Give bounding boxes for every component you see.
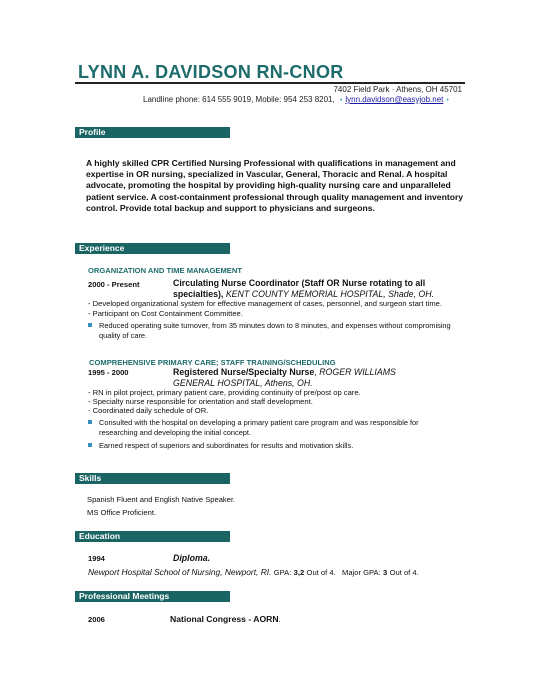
section-header-profile: Profile: [75, 127, 230, 138]
job-duty: - Coordinated daily schedule of OR.: [88, 406, 209, 415]
job-duty: - Participant on Cost Containment Committee.: [88, 309, 243, 318]
education-year: 1994: [88, 554, 105, 563]
email-link[interactable]: lynn.davidson@easyjob.net: [345, 95, 444, 104]
address-line: 7402 Field Park · Athens, OH 45701: [333, 85, 462, 94]
experience-area-1: ORGANIZATION AND TIME MANAGEMENT: [88, 266, 242, 275]
job-title-block-2: Registered Nurse/Specialty Nurse, ROGER WILLIAMS GENERAL HOSPITAL, Athens, OH.: [173, 367, 396, 388]
bullet-square-icon: [88, 323, 92, 327]
achievement-item: [88, 418, 458, 437]
education-details: [88, 567, 419, 577]
achievement-text: Reduced operating suite turnover, from 35 minutes down to 8 minutes, and expenses without compromising quality of care.: [99, 321, 451, 340]
achievement-item: [88, 321, 458, 340]
separator-dot-icon: •: [339, 97, 343, 104]
meeting-year: 2006: [88, 615, 105, 624]
job-duty: - Developed organizational system for effective management of cases, personnel, and surgeon start time.: [88, 299, 443, 308]
gpa-label: GPA:: [273, 568, 292, 577]
achievement-text: Earned respect of superiors and subordinates for results and motivation skills.: [99, 441, 354, 450]
achievement-text: Consulted with the hospital on developing a primary patient care program and was responsible for researching and developing the initial concept.: [99, 418, 419, 437]
gpa-value: 3,2: [293, 568, 305, 577]
major-gpa-value: 3: [383, 568, 388, 577]
bullet-square-icon: [88, 420, 92, 424]
meeting-suffix: .: [278, 614, 281, 624]
header-divider: [75, 82, 465, 84]
job-title-block-1: Circulating Nurse Coordinator (Staff OR Nurse rotating to all specialties), KENT COUNTY MEMORIAL HOSPITAL, Shade, OH.: [173, 278, 435, 299]
skill-item: MS Office Proficient.: [87, 508, 157, 517]
section-header-skills: Skills: [75, 473, 230, 484]
section-header-experience: Experience: [75, 243, 230, 254]
profile-summary: A highly skilled CPR Certified Nursing Professional with qualifications in management and expertise in OR nursing, specialized in Vascular, General, Thoracic and Renal. A hospital advocate, promoting the hospital by providing high-quality nursing care and unparalleled patient service. A cost-containment professional through quality management and inventory control. Provide total backup and support to physicians and surgeons.: [86, 158, 464, 213]
education-school: Newport Hospital School of Nursing, Newport, RI.: [88, 567, 272, 577]
meeting-entry: [170, 614, 281, 624]
education-degree: Diploma.: [173, 553, 211, 563]
job-dates-1: 2000 - Present: [88, 280, 140, 289]
job-employer-1: KENT COUNTY MEMORIAL HOSPITAL, Shade, OH.: [225, 288, 435, 299]
resume-name: LYNN A. DAVIDSON RN-CNOR: [78, 62, 344, 82]
experience-area-2: COMPREHENSIVE PRIMARY CARE; STAFF TRAINING/SCHEDULING: [89, 358, 336, 367]
skill-item: Spanish Fluent and English Native Speaker.: [87, 495, 236, 504]
section-header-meetings: Professional Meetings: [75, 591, 230, 602]
job-title-2: Registered Nurse/Specialty Nurse: [173, 367, 315, 377]
job-employer-2: ROGER WILLIAMS GENERAL HOSPITAL, Athens, OH.: [173, 367, 396, 388]
job-duty: - RN in pilot project, primary patient care, providing continuity of pre/post op care.: [88, 388, 361, 397]
section-header-education: Education: [75, 531, 230, 542]
gpa-scale: Out of 4.: [306, 568, 336, 577]
meeting-name: National Congress - AORN: [170, 614, 279, 624]
bullet-square-icon: [88, 443, 92, 447]
job-title-1: Circulating Nurse Coordinator (Staff OR Nurse rotating to all specialties): [173, 278, 426, 299]
major-gpa-scale: Out of 4.: [389, 568, 419, 577]
contact-line: [143, 95, 452, 104]
separator-dot-icon: •: [446, 97, 449, 104]
major-gpa-label: Major GPA:: [342, 568, 381, 577]
job-duty: - Specialty nurse responsible for orientation and staff development.: [88, 397, 313, 406]
achievement-item: [88, 441, 458, 451]
phone-numbers: Landline phone: 614 555 9019, Mobile: 954 253 8201,: [143, 95, 335, 104]
job-dates-2: 1995 - 2000: [88, 368, 129, 377]
